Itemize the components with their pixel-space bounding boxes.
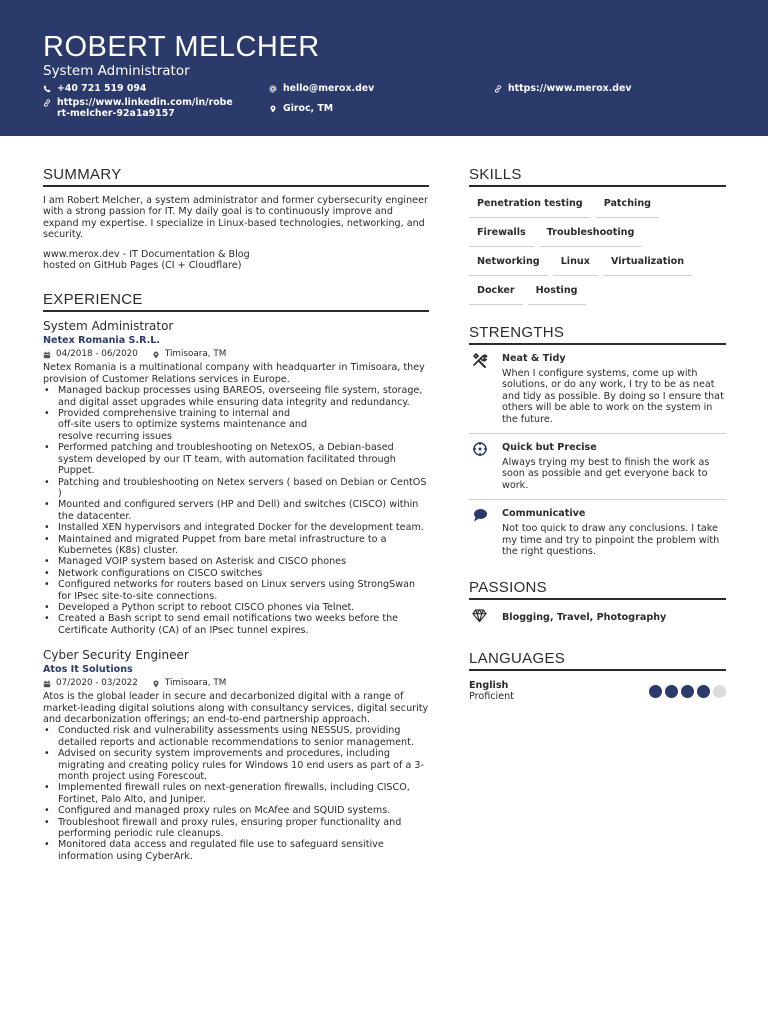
strength-description: Not too quick to draw any conclusions. I take my time and try to pinpoint the problem with the right questions. bbox=[502, 523, 720, 558]
skill-tag: Penetration testing bbox=[469, 194, 591, 218]
candidate-name: ROBERT MELCHER bbox=[43, 31, 320, 63]
skills-section bbox=[469, 166, 726, 310]
list-item: • Managed backup processes using BAREOS, overseeing file system, storage, and digital asset upgrades while ensuring data integrity and redundancy. bbox=[43, 385, 429, 408]
linkedin-url: https://www.linkedin.com/in/robert-melcher-92a1a9157 bbox=[57, 97, 233, 119]
list-item bbox=[43, 408, 429, 442]
job-entry bbox=[43, 319, 429, 636]
skill-tag: Firewalls bbox=[469, 223, 534, 247]
contact-email[interactable] bbox=[269, 83, 479, 96]
email-address: hello@merox.dev bbox=[283, 83, 375, 94]
company-name[interactable]: Atos It Solutions bbox=[43, 664, 133, 676]
skill-tag: Troubleshooting bbox=[539, 223, 643, 247]
summary-text: I am Robert Melcher, a system administrator and former cybersecurity engineer with a strong passion for IT. My daily goal is to continuously improve and expand my expertise. I specialize in Linux-based technologies, networking, and security. bbox=[43, 195, 428, 241]
list-item: • Created a Bash script to send email notifications two weeks before the Certificate Authority (CA) of an IPsec tunnel expires. bbox=[43, 613, 429, 636]
strength-item bbox=[469, 500, 726, 565]
job-dates: 04/2018 - 06/2020 bbox=[56, 349, 138, 360]
company-name[interactable]: Netex Romania S.R.L. bbox=[43, 335, 161, 347]
strength-title: Quick but Precise bbox=[502, 442, 597, 454]
skill-tag: Hosting bbox=[528, 281, 586, 305]
list-item: • Developed a Python script to reboot CISCO phones via Telnet. bbox=[43, 602, 429, 613]
summary-heading: SUMMARY bbox=[43, 166, 429, 187]
list-item: • Patching and troubleshooting on Netex servers ( based on Debian or CentOS ) bbox=[43, 477, 429, 500]
skills-heading: SKILLS bbox=[469, 166, 726, 187]
left-column bbox=[43, 166, 429, 862]
strength-title: Neat & Tidy bbox=[502, 353, 566, 364]
contact-location bbox=[269, 103, 469, 116]
phone-icon bbox=[43, 83, 54, 96]
link-icon bbox=[43, 97, 54, 110]
strength-item bbox=[469, 345, 726, 434]
passion-text: Blogging, Travel, Photography bbox=[502, 611, 667, 623]
passions-heading: PASSIONS bbox=[469, 579, 726, 600]
calendar-icon bbox=[43, 351, 51, 359]
calendar-icon bbox=[43, 680, 51, 688]
list-item: • Managed VOIP system based on Asterisk and CISCO phones bbox=[43, 556, 429, 567]
job-meta bbox=[43, 678, 429, 689]
language-rating bbox=[646, 685, 726, 702]
strength-item bbox=[469, 434, 726, 500]
skill-tag: Virtualization bbox=[603, 252, 692, 276]
experience-heading: EXPERIENCE bbox=[43, 291, 429, 312]
job-description: Atos is the global leader in secure and decarbonized digital with a range of market-leading digital solutions along with consultancy services, digital security and decarbonization offerings; an end-to-end partnership approach. bbox=[43, 691, 429, 725]
summary-blog-line: www.merox.dev - IT Documentation & Blog bbox=[43, 248, 250, 260]
rating-dot-filled bbox=[665, 685, 678, 698]
strength-description: When I configure systems, come up with solutions, or do any work, I try to be as neat and tidy as possible. By doing so I ensure that others will be able to work on the system in the future. bbox=[502, 368, 724, 425]
phone-number: +40 721 519 094 bbox=[57, 83, 147, 94]
at-icon bbox=[269, 83, 280, 96]
target-icon bbox=[469, 441, 502, 491]
job-description: Netex Romania is a multinational company with headquarter in Timisoara, they provision of Customer Relations services in Europe. bbox=[43, 362, 425, 385]
list-item: • Performed patching and troubleshooting on NetexOS, a Debian-based system developed by our IT team, with automation facilitated through Puppet. bbox=[43, 442, 429, 476]
language-item bbox=[469, 680, 726, 702]
list-item: • Conducted risk and vulnerability assessments using NESSUS, providing detailed reports and actionable recommendations to senior management. bbox=[43, 725, 429, 748]
job-location-text: Timisoara, TM bbox=[164, 678, 227, 689]
summary-extra bbox=[43, 249, 429, 272]
resume-header bbox=[0, 0, 768, 136]
list-item: • Mounted and configured servers (HP and Dell) and switches (CISCO) within the datacenter. bbox=[43, 499, 429, 522]
list-item: • Monitored data access and regulated file use to safeguard sensitive information using CyberArk. bbox=[43, 839, 429, 862]
strengths-section bbox=[469, 324, 726, 565]
skill-tag: Linux bbox=[553, 252, 598, 276]
skill-tag: Networking bbox=[469, 252, 548, 276]
contact-phone[interactable] bbox=[43, 83, 253, 96]
list-item: • Installed XEN hypervisors and integrated Docker for the development team. bbox=[43, 522, 429, 533]
list-item: • Maintained and migrated Puppet from bare metal infrastructure to a Kubernetes (K8s) cluster. bbox=[43, 534, 429, 557]
strength-title: Communicative bbox=[502, 508, 586, 520]
diamond-icon bbox=[469, 608, 502, 626]
list-item: • Configured and managed proxy rules on McAfee and SQUID systems. bbox=[43, 805, 429, 816]
strength-description: Always trying my best to finish the work as soon as possible and get everyone back to work. bbox=[502, 457, 710, 491]
job-location bbox=[152, 349, 226, 360]
job-dates: 07/2020 - 03/2022 bbox=[56, 678, 138, 689]
bullet-text: Provided comprehensive training to internal and off-site users to optimize systems maintenance and resolve recurring issues bbox=[58, 408, 308, 442]
list-item: • Advised on security system improvements and procedures, including migrating and creating policy rules for Windows 10 end users as part of a 3-month project using Forescout. bbox=[43, 748, 429, 782]
list-item: • Implemented firewall rules on next-generation firewalls, including CISCO, Fortinet, Palo Alto, and Juniper. bbox=[43, 782, 429, 805]
languages-section bbox=[469, 650, 726, 702]
skills-list bbox=[469, 194, 726, 310]
rating-dot-filled bbox=[681, 685, 694, 698]
job-entry bbox=[43, 648, 429, 862]
list-item: • Troubleshoot firewall and proxy rules, ensuring proper functionality and performing periodic rule cleanups. bbox=[43, 817, 429, 840]
location-text: Giroc, TM bbox=[283, 103, 334, 114]
summary-hosting-line: hosted on GitHub Pages (CI + Cloudflare) bbox=[43, 260, 242, 272]
pin-icon bbox=[269, 103, 280, 116]
languages-heading: LANGUAGES bbox=[469, 650, 726, 671]
skill-tag: Patching bbox=[596, 194, 659, 218]
list-item: • Network configurations on CISCO switches bbox=[43, 568, 429, 579]
candidate-role: System Administrator bbox=[43, 63, 190, 79]
experience-section bbox=[43, 291, 429, 862]
passions-section bbox=[469, 579, 726, 632]
job-bullets bbox=[43, 725, 429, 862]
job-title: System Administrator bbox=[43, 319, 174, 334]
job-title: Cyber Security Engineer bbox=[43, 648, 189, 663]
link-icon bbox=[494, 83, 505, 96]
contact-website[interactable] bbox=[494, 83, 724, 96]
language-level: Proficient bbox=[469, 690, 514, 702]
contact-linkedin[interactable] bbox=[43, 97, 243, 119]
rating-dot-filled bbox=[649, 685, 662, 698]
rating-dot-empty bbox=[713, 685, 726, 698]
right-column bbox=[469, 166, 726, 702]
job-bullets bbox=[43, 385, 429, 636]
language-name: English bbox=[469, 679, 509, 691]
tools-icon bbox=[469, 352, 502, 425]
list-item: • Configured networks for routers based on Linux servers using StrongSwan for IPsec site-to-site connections. bbox=[43, 579, 429, 602]
job-location bbox=[152, 678, 226, 689]
pin-icon bbox=[152, 351, 160, 359]
speech-bubble-icon bbox=[469, 507, 502, 557]
job-meta bbox=[43, 349, 429, 360]
summary-section bbox=[43, 166, 429, 271]
rating-dot-filled bbox=[697, 685, 710, 698]
skill-tag: Docker bbox=[469, 281, 523, 305]
pin-icon bbox=[152, 680, 160, 688]
website-url: https://www.merox.dev bbox=[508, 83, 632, 94]
job-location-text: Timisoara, TM bbox=[164, 349, 227, 360]
passion-item bbox=[469, 600, 726, 632]
strengths-heading: STRENGTHS bbox=[469, 324, 726, 345]
